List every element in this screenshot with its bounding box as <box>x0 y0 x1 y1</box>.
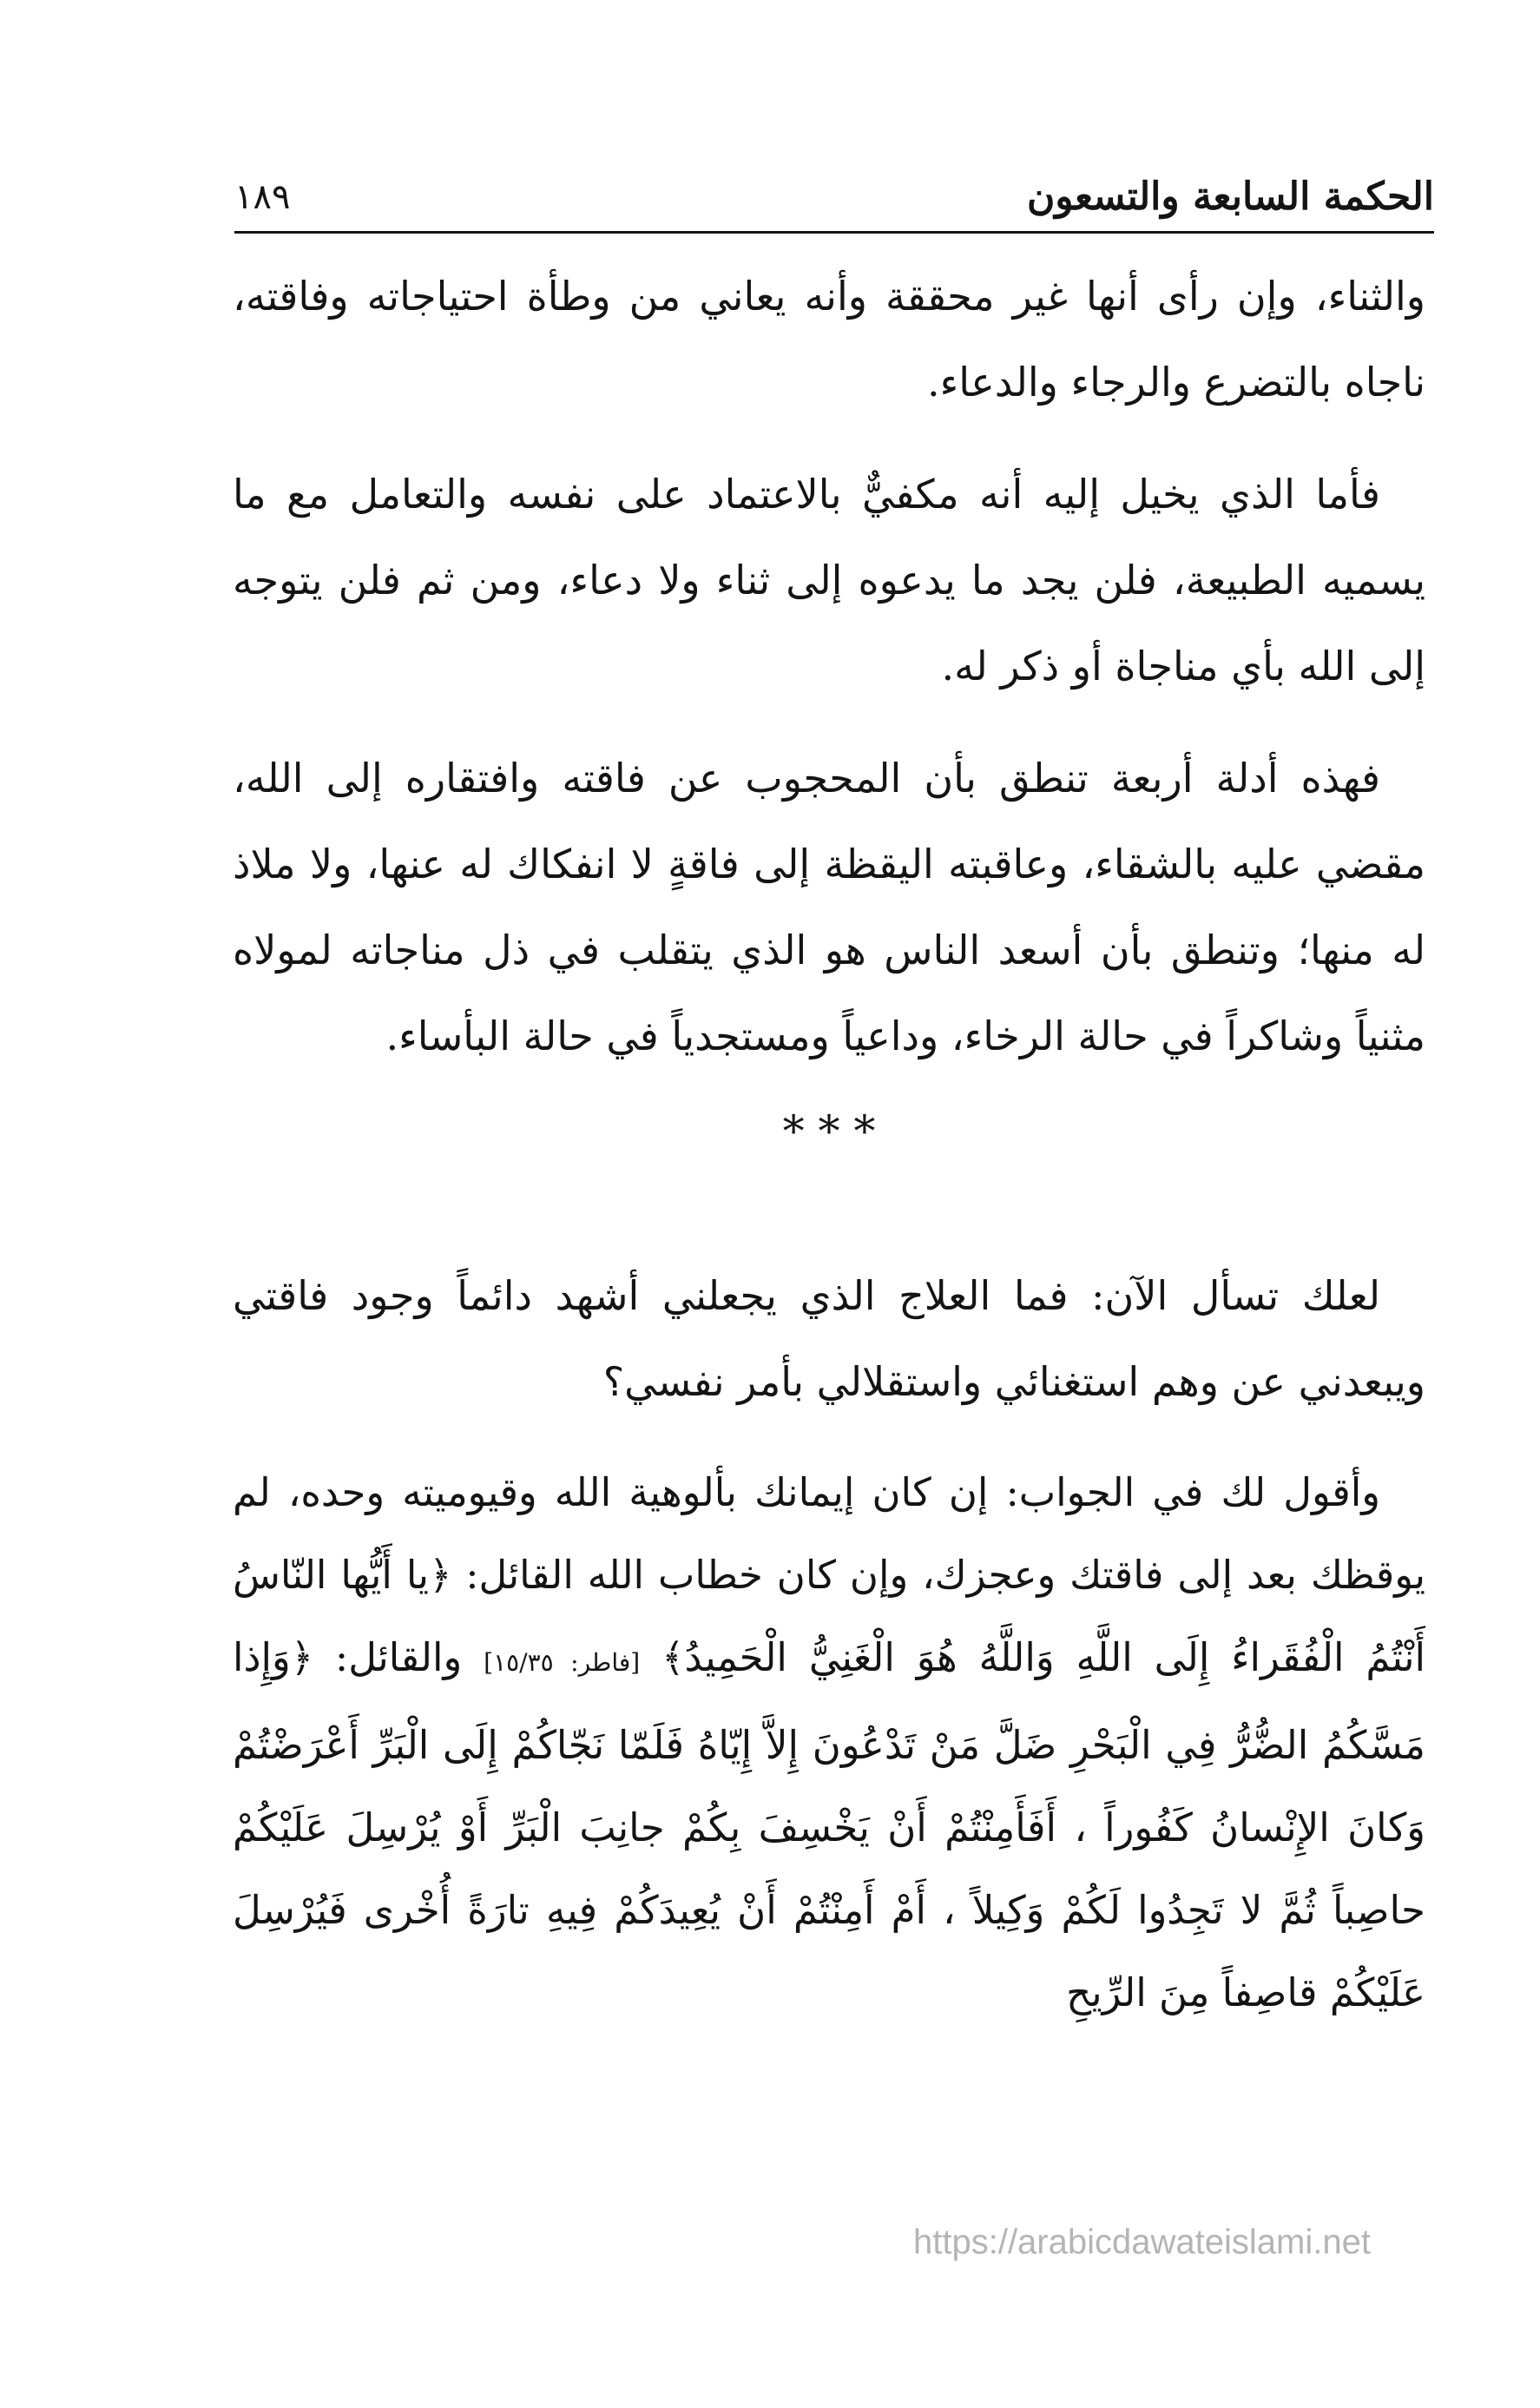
header-rule <box>234 231 1434 234</box>
paragraph-text: والقائل: ﴿وَإِذا مَسَّكُمُ الضُّرُّ فِي الْبَحْرِ ضَلَّ مَنْ تَدْعُونَ إِلاَّ إِيّاهُ فَلَمّا نَجّاكُمْ إِلَى الْبَرِّ أَعْرَضْتُمْ وَكانَ الإِنْسانُ كَفُوراً ، أَفَأَمِنْتُمْ أَنْ يَخْسِفَ بِكُمْ جانِبَ الْبَرِّ أَوْ يُرْسِلَ عَلَيْكُمْ حاصِباً ثُمَّ لا تَجِدُوا لَكُمْ وَكِيلاً ، أَمْ أَمِنْتُمْ أَنْ يُعِيدَكُمْ فِيهِ تارَةً أُخْرى فَيُرْسِلَ عَلَيْكُمْ قاصِفاً مِنَ الرِّيحِ <box>233 1634 1425 2015</box>
paragraph <box>233 1253 1425 1425</box>
body-text <box>233 254 1425 2034</box>
page-header <box>234 167 1434 228</box>
paragraph: والثناء، وإن رأى أنها غير محققة وأنه يعاني من وطأة احتياجاته وفاقته، ناجاه بالتضرع والرجاء والدعاء. <box>233 273 1425 406</box>
paragraph-text: لعلك تسأل الآن: فما العلاج الذي يجعلني أشهد دائماً وجود فاقتي ويبعدني عن وهم استغنائي واستقلالي بأمر نفسي؟ <box>233 1272 1425 1405</box>
section-separator: * * * <box>782 1106 876 1157</box>
paragraph-with-quran <box>233 1451 1425 2034</box>
paragraph-text: فأما الذي يخيل إليه أنه مكفيٌّ بالاعتماد على نفسه والتعامل مع ما يسميه الطبيعة، فلن يجد ما يدعوه إلى ثناء ولا دعاء، ومن ثم فلن يتوجه إلى الله بأي مناجاة أو ذكر له. <box>233 471 1425 689</box>
paragraph-text: وأقول لك في الجواب: إن كان إيمانك بألوهية الله وقيوميته وحده، لم يوقظك بعد إلى فاقتك وعجزك، وإن كان خطاب الله القائل: ﴿يا أَيُّها النّاسُ أَنْتُمُ الْفُقَراءُ إِلَى اللَّهِ وَاللَّهُ هُوَ الْغَنِيُّ الْحَمِيدُ﴾ <box>233 1469 1425 1680</box>
paragraph-text: فهذه أدلة أربعة تنطق بأن المحجوب عن فاقته وافتقاره إلى الله، مقضي عليه بالشقاء، وعاقبته اليقظة إلى فاقةٍ لا انفكاك له عنها، ولا ملاذ له منها؛ وتنطق بأن أسعد الناس هو الذي يتقلب في ذل مناجاته لمولاه مثنياً وشاكراً في حالة الرخاء، وداعياً ومستجدياً في حالة البأساء. <box>233 755 1425 1059</box>
page-number: ١٨٩ <box>234 177 291 217</box>
paragraph <box>233 736 1425 1079</box>
watermark-url: https://arabicdawateislami.net <box>913 2223 1371 2261</box>
paragraph <box>233 452 1425 709</box>
quran-citation: [فاطر: ١٥/٣٥] <box>484 1648 641 1677</box>
running-title: الحكمة السابعة والتسعون <box>1026 175 1434 219</box>
